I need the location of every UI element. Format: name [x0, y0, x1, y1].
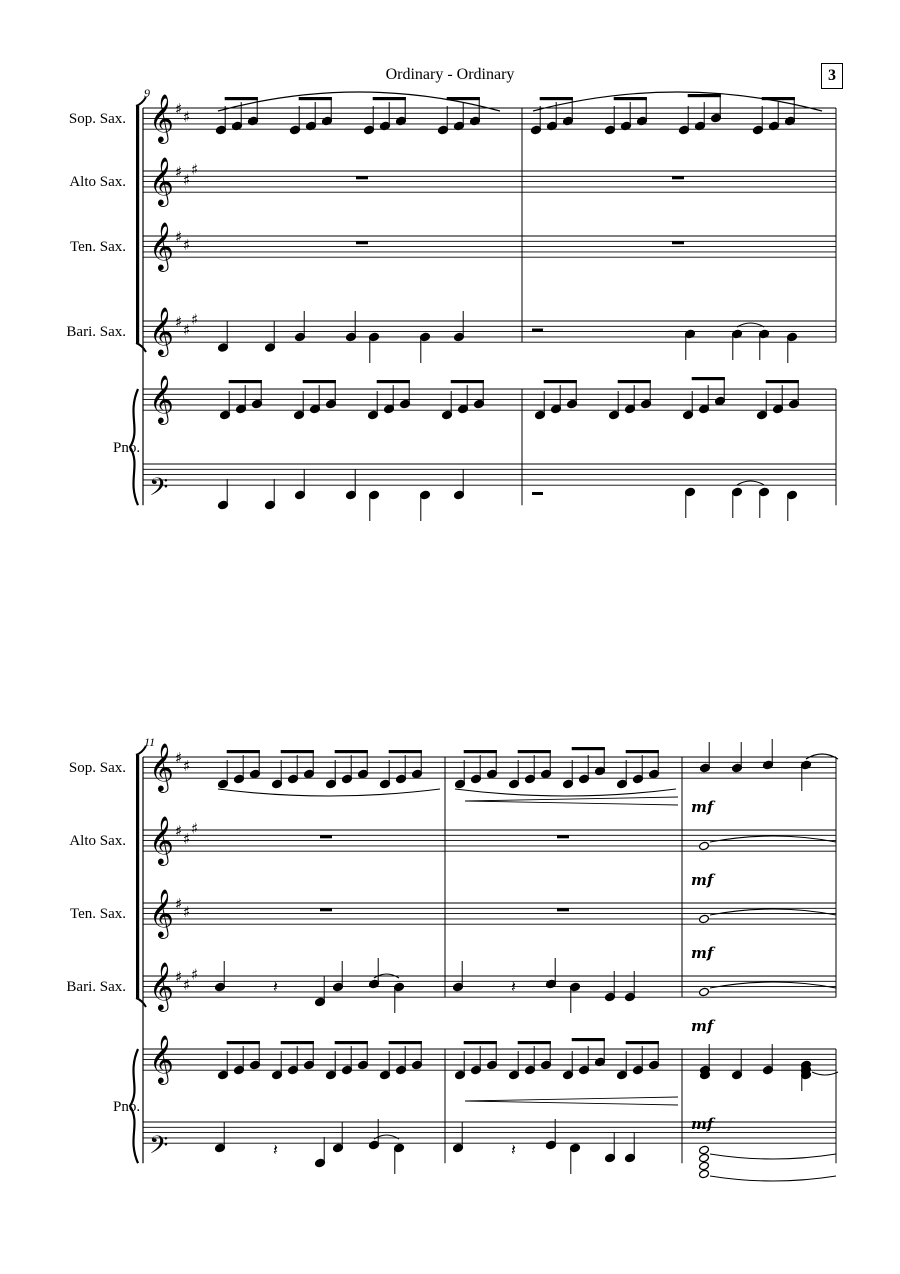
measure-number: 9 — [144, 86, 150, 100]
sax-bracket — [136, 343, 146, 352]
sharp-icon: ♯ — [183, 320, 191, 339]
dynamic-mf: mf — [691, 944, 714, 962]
tie — [710, 1176, 836, 1181]
sop-eighth-group-beam — [299, 97, 332, 100]
treble-clef-icon: 𝄞 — [149, 221, 174, 270]
tie — [710, 982, 836, 988]
instrument-label: Alto Sax. — [69, 833, 126, 849]
instrument-label: Bari. Sax. — [66, 979, 126, 995]
half-rest — [532, 492, 543, 495]
sop-eighth-group-beam — [540, 97, 573, 100]
sop-eighth-group-beam — [373, 97, 406, 100]
treble-clef-icon: 𝄞 — [149, 961, 174, 1010]
tie — [806, 754, 838, 759]
piano-rh-group-beam — [451, 380, 484, 383]
bass-clef-icon: 𝄢 — [149, 473, 169, 508]
piano-rh-group-beam — [692, 377, 725, 380]
piano-rh-group-beam — [377, 380, 410, 383]
whole-rest — [557, 908, 569, 911]
sop-eighth-group-beam — [389, 750, 422, 753]
sharp-icon: ♯ — [183, 829, 191, 848]
dynamic-mf: mf — [691, 1017, 714, 1035]
sharp-icon: ♯ — [183, 902, 191, 921]
piano-rh-group-beam — [227, 1041, 260, 1044]
sax-bracket — [136, 998, 146, 1007]
bass-clef-icon: 𝄢 — [149, 1131, 169, 1166]
page-title: Ordinary - Ordinary — [385, 66, 515, 83]
instrument-label: Pno. — [113, 1099, 141, 1116]
piano-rh-group-beam — [626, 1041, 659, 1044]
bari-whole-note — [699, 987, 710, 997]
sharp-icon: ♯ — [191, 160, 199, 179]
sharp-icon: ♯ — [175, 313, 183, 331]
sharp-icon: ♯ — [175, 822, 183, 840]
piano-rh-group-beam — [229, 380, 262, 383]
treble-clef-icon: 𝄞 — [149, 888, 174, 937]
treble-clef-icon: 𝄞 — [149, 156, 174, 205]
crescendo-hairpin — [465, 801, 678, 805]
quarter-rest: 𝄽 — [273, 977, 278, 996]
piano-rh-group-beam — [281, 1041, 314, 1044]
sharp-icon: ♯ — [183, 235, 191, 254]
treble-clef-icon: 𝄞 — [149, 306, 174, 355]
tie — [710, 1154, 836, 1159]
crescendo-hairpin — [465, 1097, 678, 1101]
crescendo-hairpin — [465, 797, 678, 801]
sharp-icon: ♯ — [183, 170, 191, 189]
sharp-icon: ♯ — [175, 100, 183, 118]
sop-eighth-group-beam — [464, 750, 497, 753]
sop-eighth-group-beam — [227, 750, 260, 753]
sop-eighth-group-beam — [614, 97, 647, 100]
piano-rh-group-beam — [464, 1041, 497, 1044]
treble-clef-icon: 𝄞 — [149, 815, 174, 864]
alto-whole-note — [699, 841, 710, 851]
piano-rh-group-beam — [618, 380, 651, 383]
sop-eighth-group-beam — [626, 750, 659, 753]
sop-eighth-group-beam — [688, 94, 721, 97]
piano-lh-whole-chord — [699, 1169, 710, 1179]
piano-lh-whole-chord — [699, 1161, 710, 1171]
tie — [737, 481, 764, 485]
page-number: 3 — [821, 63, 843, 89]
half-rest — [532, 329, 543, 332]
whole-rest — [557, 835, 569, 838]
tie — [710, 836, 836, 842]
piano-rh-group-beam — [572, 1038, 605, 1041]
whole-rest — [356, 241, 368, 244]
sharp-icon: ♯ — [175, 228, 183, 246]
sop-eighth-group-beam — [335, 750, 368, 753]
sop-eighth-group-beam — [281, 750, 314, 753]
tie — [710, 909, 836, 915]
sharp-icon: ♯ — [175, 749, 183, 767]
sop-eighth-group-beam — [225, 97, 258, 100]
sharp-icon: ♯ — [183, 975, 191, 994]
piano-rh-group-beam — [518, 1041, 551, 1044]
piano-rh-group-beam — [335, 1041, 368, 1044]
sax-bracket — [136, 755, 139, 998]
dynamic-mf: mf — [691, 1115, 714, 1133]
sharp-icon: ♯ — [175, 968, 183, 986]
slur — [218, 789, 440, 796]
piano-rh-group-beam — [766, 380, 799, 383]
crescendo-hairpin — [465, 1101, 678, 1105]
sax-bracket — [136, 106, 139, 343]
sharp-icon: ♯ — [191, 310, 199, 329]
sharp-icon: ♯ — [191, 965, 199, 984]
instrument-label: Ten. Sax. — [69, 906, 126, 922]
sharp-icon: ♯ — [191, 819, 199, 838]
quarter-rest: 𝄽 — [511, 1140, 516, 1159]
tenor-whole-note — [699, 914, 710, 924]
sharp-icon: ♯ — [183, 756, 191, 775]
measure-number: 11 — [144, 735, 156, 749]
sop-eighth-group-beam — [518, 750, 551, 753]
instrument-label: Pno. — [113, 440, 141, 457]
slur — [455, 789, 676, 796]
instrument-label: Bari. Sax. — [66, 324, 126, 340]
instrument-label: Alto Sax. — [69, 174, 126, 190]
quarter-rest: 𝄽 — [273, 1140, 278, 1159]
instrument-label: Sop. Sax. — [68, 111, 126, 127]
whole-rest — [672, 176, 684, 179]
instrument-label: Sop. Sax. — [68, 760, 126, 776]
treble-clef-icon: 𝄞 — [149, 1034, 174, 1083]
treble-clef-icon: 𝄞 — [149, 374, 174, 423]
piano-rh-group-beam — [544, 380, 577, 383]
sharp-icon: ♯ — [175, 163, 183, 181]
sharp-icon: ♯ — [183, 107, 191, 126]
whole-rest — [320, 908, 332, 911]
whole-rest — [356, 176, 368, 179]
piano-rh-group-beam — [303, 380, 336, 383]
piano-lh-whole-chord — [699, 1145, 710, 1155]
dynamic-mf: mf — [691, 798, 714, 816]
treble-clef-icon: 𝄞 — [149, 742, 174, 791]
treble-clef-icon: 𝄞 — [149, 93, 174, 142]
whole-rest — [320, 835, 332, 838]
quarter-rest: 𝄽 — [511, 977, 516, 996]
dynamic-mf: mf — [691, 871, 714, 889]
sharp-icon: ♯ — [175, 895, 183, 913]
instrument-label: Ten. Sax. — [69, 239, 126, 255]
piano-lh-whole-chord — [699, 1153, 710, 1163]
sop-eighth-group-beam — [572, 747, 605, 750]
tie — [812, 1072, 838, 1075]
piano-rh-group-beam — [389, 1041, 422, 1044]
whole-rest — [672, 241, 684, 244]
